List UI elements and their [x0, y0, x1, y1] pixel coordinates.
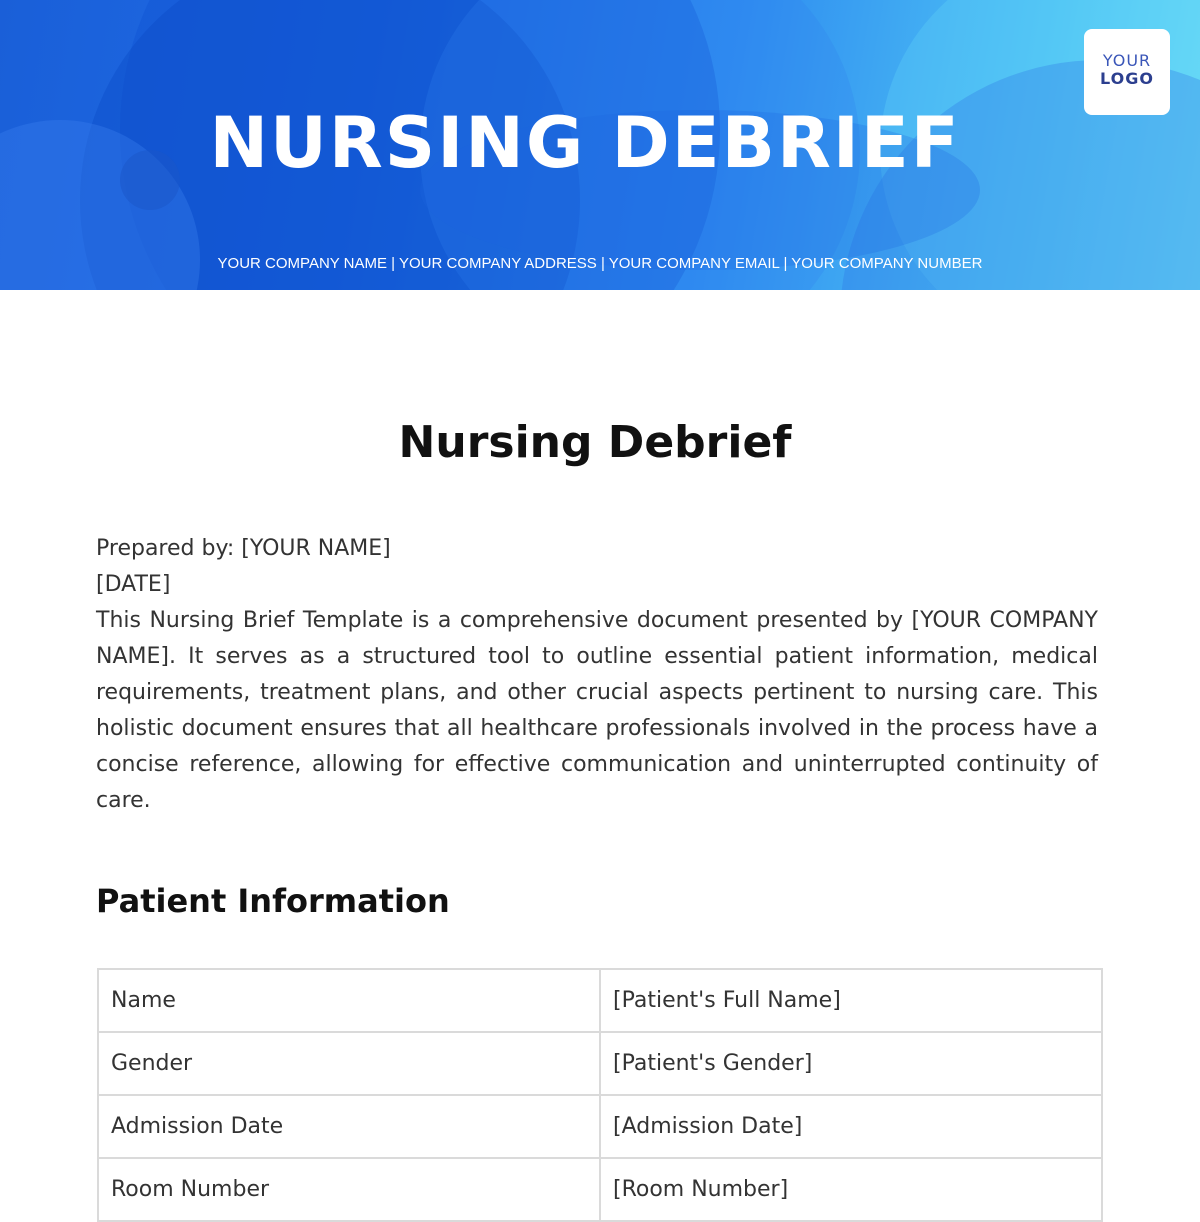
field-label: Admission Date [98, 1095, 600, 1158]
table-row [98, 969, 1102, 1032]
document-title: Nursing Debrief [398, 417, 792, 468]
field-value: [Patient's Gender] [600, 1032, 1102, 1095]
field-label: Name [98, 969, 600, 1032]
field-label: Gender [98, 1032, 600, 1095]
banner-title: NURSING DEBRIEF [209, 102, 961, 184]
logo-text-top: YOUR [1102, 51, 1152, 70]
company-logo [1084, 29, 1170, 115]
patient-information-heading: Patient Information [96, 882, 450, 920]
field-value: [Patient's Full Name] [600, 969, 1102, 1032]
field-value: [Room Number] [600, 1158, 1102, 1221]
field-value: [Admission Date] [600, 1095, 1102, 1158]
company-contact-line: YOUR COMPANY NAME | YOUR COMPANY ADDRESS | YOUR COMPANY EMAIL | YOUR COMPANY NUMBER [217, 255, 983, 272]
patient-information-table [97, 968, 1103, 1222]
table-row [98, 1032, 1102, 1095]
document-meta [96, 531, 1098, 819]
prepared-by: Prepared by: [YOUR NAME] [96, 536, 391, 561]
table-row [98, 1158, 1102, 1221]
table-row [98, 1095, 1102, 1158]
header-banner [0, 0, 1200, 290]
logo-text-bottom: LOGO [1100, 69, 1154, 88]
document-date: [DATE] [96, 572, 171, 597]
intro-paragraph: This Nursing Brief Template is a comprehensive document presented by [YOUR COMPANY NAME]. It serves as a structured tool to outline essential patient information, medical requirements, treatment plans, and other crucial aspects pertinent to nursing care. This holistic document ensures that all healthcare professionals involved in the process have a concise reference, allowing for effective communication and uninterrupted continuity of care. [96, 608, 1098, 813]
field-label: Room Number [98, 1158, 600, 1221]
